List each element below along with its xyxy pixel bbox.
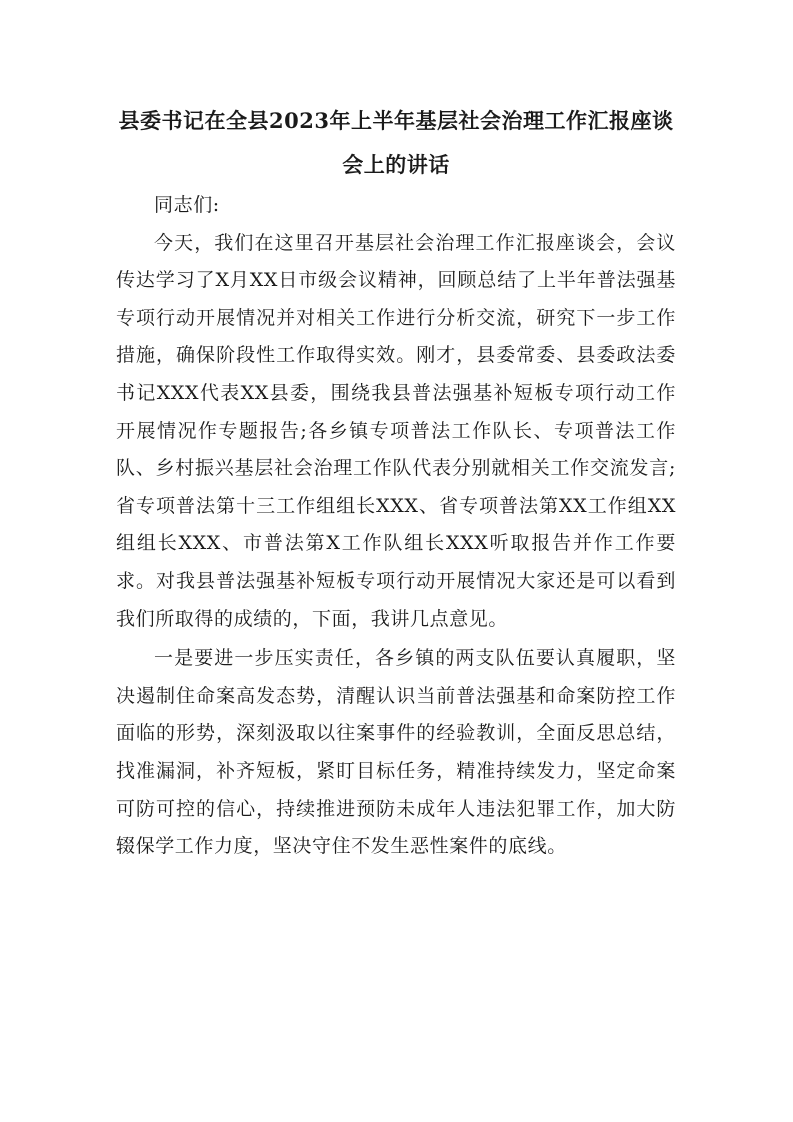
salutation: 同志们: xyxy=(154,194,220,216)
document-title: 县委书记在全县2023年上半年基层社会治理工作汇报座谈会上的讲话 xyxy=(118,108,674,177)
paragraph-2: 一是要进一步压实责任，各乡镇的两支队伍要认真履职，坚决遏制住命案高发态势，清醒认识当前普法强基和命案防控工作面临的形势，深刻汲取以往案事件的经验教训，全面反思总结，找准漏洞，补齐短板，紧盯目标任务，精准持续发力，坚定命案可防可控的信心，持续推进预防未成年人违法犯罪工作，加大防辍保学工作力度，坚决守住不发生恶性案件的底线。 xyxy=(116,647,676,858)
paragraph-1: 今天，我们在这里召开基层社会治理工作汇报座谈会，会议传达学习了X月XX日市级会议精神，回顾总结了上半年普法强基专项行动开展情况并对相关工作进行分析交流，研究下一步工作措施，确保阶段性工作取得实效。刚才，县委常委、县委政法委书记XXX代表XX县委，围绕我县普法强基补短板专项行动工作开展情况作专题报告;各乡镇专项普法工作队长、专项普法工作队、乡村振兴基层社会治理工作队代表分别就相关工作交流发言;省专项普法第十三工作组组长XXX、省专项普法第XX工作组XX组组长XXX、市普法第X工作队组长XXX听取报告并作工作要求。对我县普法强基补短板专项行动开展情况大家还是可以看到我们所取得的成绩的，下面，我讲几点意见。 xyxy=(116,231,676,630)
